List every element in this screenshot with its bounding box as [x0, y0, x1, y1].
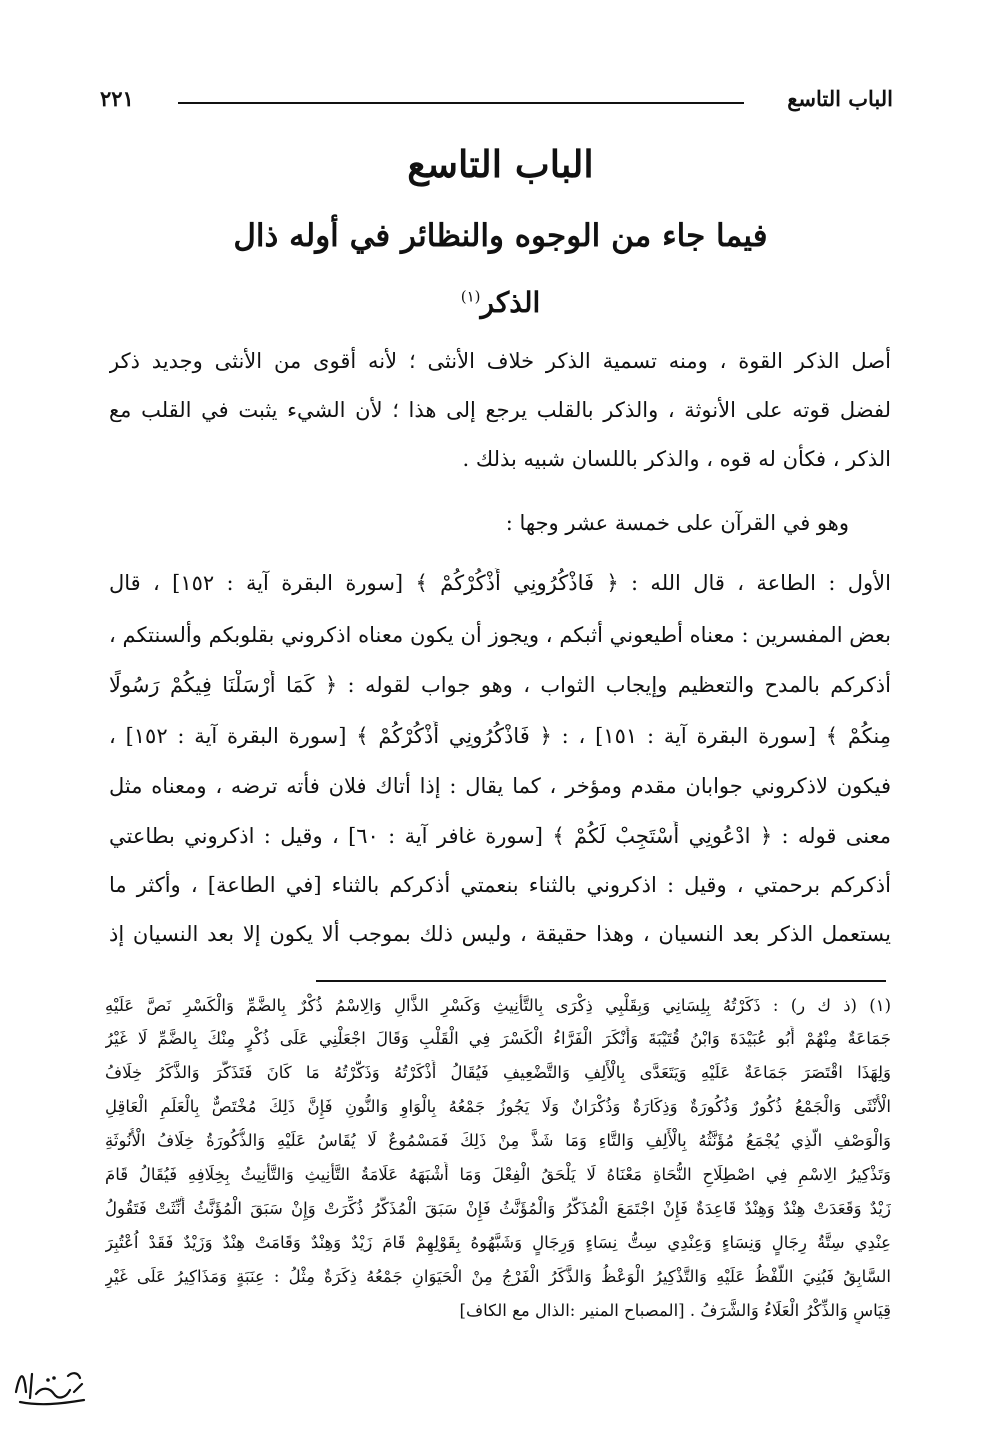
- body-line: يستعمل الذكر بعد النسيان ، وهذا حقيقة ، وليس ذلك بموجب ألا يكون إلا بعد النسيان إذ: [109, 922, 891, 946]
- body-line: بعض المفسرين : معناه أطيعوني أثبكم ، ويجوز أن يكون معناه اذكروني بقلوبكم وألسنتكم ،: [109, 623, 891, 647]
- page-number: ٢٢١: [100, 86, 134, 111]
- chapter-subtitle: فيما جاء من الوجوه والنظائر في أوله ذال: [233, 218, 768, 254]
- footnote-reference: (١): [460, 287, 481, 306]
- body-line: أذكركم بالمدح والتعظيم وإيجاب الثواب ، وهو جواب لقوله : ﴿ كَمَا أَرْسَلْنَا فِيكُمْ رَسُولًا: [109, 673, 891, 697]
- body-line: الأول : الطاعة ، قال الله : ﴿ فَاذْكُرُونِي أَذْكُرْكُمْ ﴾ [سورة البقرة آية : ١٥٢] ، قال: [109, 571, 891, 595]
- entry-word: الذكر: [480, 286, 541, 319]
- footnote-line: الْأُنْثَى وَالْجَمْعُ ذُكُورٌ وَذُكُورَةٌ وَذِكَارَةٌ وَذُكْرَانٌ وَلَا يَجُوزُ جَمْعُهُ بِالْوَاوِ وَالنُّونِ فَإِنَّ ذَلِكَ مُخْتَصٌّ بِالْعَلَمِ الْعَاقِلِ: [105, 1097, 891, 1116]
- footnote-line: السَّابِقُ فَبُنِيَ اللَّفْظُ عَلَيْهِ وَالتَّذْكِيرُ الْوَعْظُ وَالذَّكَرُ الْفَرْجُ مِنْ الْحَيَوَانِ جَمْعُهُ ذِكَرَةٌ مِثْلُ : عِنَبَةٍ وَمَذَاكِيرُ عَلَى غَيْرِ: [105, 1267, 891, 1286]
- body-line: أصل الذكر القوة ، ومنه تسمية الذكر خلاف الأنثى ؛ لأنه أقوى من الأنثى وجديد ذكر: [109, 349, 891, 373]
- footnote-line: قِيَاسٍ وَالذِّكْرُ الْعَلَاءُ وَالشَّرَفُ . [المصباح المنير :الذال مع الكاف]: [459, 1301, 891, 1320]
- footnote-line: زَيْدٌ وَقَعَدَتْ هِنْدٌ وَهِنْدٌ قَاعِدَةٌ فَإِنْ اجْتَمَعَ الْمُذَكَّرُ وَالْمُؤَنَّثُ فَإِنْ سَبَقَ الْمُذَكَّرُ ذُكِّرَتْ وَإِنْ سَبَقَ الْمُؤَنَّثُ أُنِّثَتْ فَتَقُولُ: [105, 1199, 891, 1218]
- body-line: أذكركم برحمتي ، وقيل : اذكروني بالثناء بنعمتي أذكركم بالثناء [في الطاعة] ، وأكثر ما: [109, 873, 891, 897]
- body-line: لفضل قوته على الأنوثة ، والذكر بالقلب يرجع إلى هذا ؛ لأن الشيء يثبت في القلب مع: [109, 398, 891, 422]
- body-line: فيكون لاذكروني جوابان مقدم ومؤخر ، كما يقال : إذا أتاك فلان فأته ترضه ، ومعناه مثل: [109, 774, 891, 798]
- footnote-line: (١) (ذ ك ر) : ذَكَرْتُهُ بِلِسَانِي وَبِقَلْبِي ذِكْرَى بِالتَّأْنِيثِ وَكَسْرِ الذَّالِ وَالِاسْمُ ذُكْرٌ بِالضَّمِّ وَالْكَسْرِ نَصَّ عَلَيْهِ: [105, 996, 891, 1015]
- body-line: معنى قوله : ﴿ ادْعُونِي أَسْتَجِبْ لَكُمْ ﴾ [سورة غافر آية : ٦٠] ، وقيل : اذكروني بطاعتي: [109, 824, 891, 848]
- footnote-line: وَتَذْكِيرُ الِاسْمِ فِي اصْطِلَاحِ النُّحَاةِ مَعْنَاهُ لَا يَلْحَقُ الْفِعْلَ وَمَا أَشْبَهَهُ عَلَامَةُ التَّأْنِيثِ وَالتَّأْنِيثُ بِخِلَافِهِ فَيُقَالُ قَامَ: [105, 1165, 891, 1184]
- body-line: وهو في القرآن على خمسة عشر وجها :: [505, 511, 849, 535]
- footnote-line: وَلِهَذَا اقْتَصَرَ جَمَاعَةٌ عَلَيْهِ وَيَتَعَدَّى بِالْأَلِفِ وَالتَّضْعِيفِ فَيُقَالُ أَذْكَرْتُهُ وَذَكَّرْتُهُ مَا كَانَ فَتَذَكَّرَ وَالذَّكَرُ خِلَافُ: [105, 1063, 891, 1082]
- running-header-title: الباب التاسع: [787, 86, 893, 111]
- body-line: مِنكُمْ ﴾ [سورة البقرة آية : ١٥١] ، : ﴿ فَاذْكُرُونِي أَذْكُرْكُمْ ﴾ [سورة البقرة آية : ١٥٢] ،: [109, 724, 891, 748]
- footnote-line: وَالْوَصْفِ الَّذِي يُجْمَعُ مُؤَنَّثُهُ بِالْأَلِفِ وَالتَّاءِ وَمَا شَذَّ مِنْ ذَلِكَ فَمَسْمُوعٌ لَا يُقَاسُ عَلَيْهِ وَالذُّكُورَةُ خِلَافُ الْأُنُوثَةِ: [105, 1131, 891, 1150]
- footnote-line: عِنْدِي سِتَّةُ رِجَالٍ وَنِسَاءٍ وَعِنْدِي سِتُّ نِسَاءٍ وَرِجَالٍ وَشَبَّهُوهُ بِقَوْلِهِمْ قَامَ زَيْدٌ وَهِنْدٌ وَقَامَتْ هِنْدٌ وَزَيْدٌ فَقَدْ اُعْتُبِرَ: [105, 1233, 891, 1252]
- calligraphy-stamp-icon: [10, 1362, 88, 1408]
- entry-heading: [0, 286, 1001, 319]
- chapter-title: الباب التاسع: [407, 142, 594, 186]
- body-line: الذكر ، فكأن له قوه ، والذكر باللسان شبيه بذلك .: [462, 447, 891, 471]
- footnote-rule: [316, 980, 886, 982]
- footnote-line: جَمَاعَةٌ مِنْهُمْ أَبُو عُبَيْدَةَ وَابْنُ قُتَيْبَةَ وَأَنْكَرَ الْفَرَّاءُ الْكَسْرَ فِي الْقَلْبِ وَقَالَ اجْعَلْنِي عَلَى ذُكْرٍ مِنْكَ بِالضَّمِّ لَا غَيْرُ: [105, 1029, 891, 1048]
- header-rule: [178, 102, 744, 104]
